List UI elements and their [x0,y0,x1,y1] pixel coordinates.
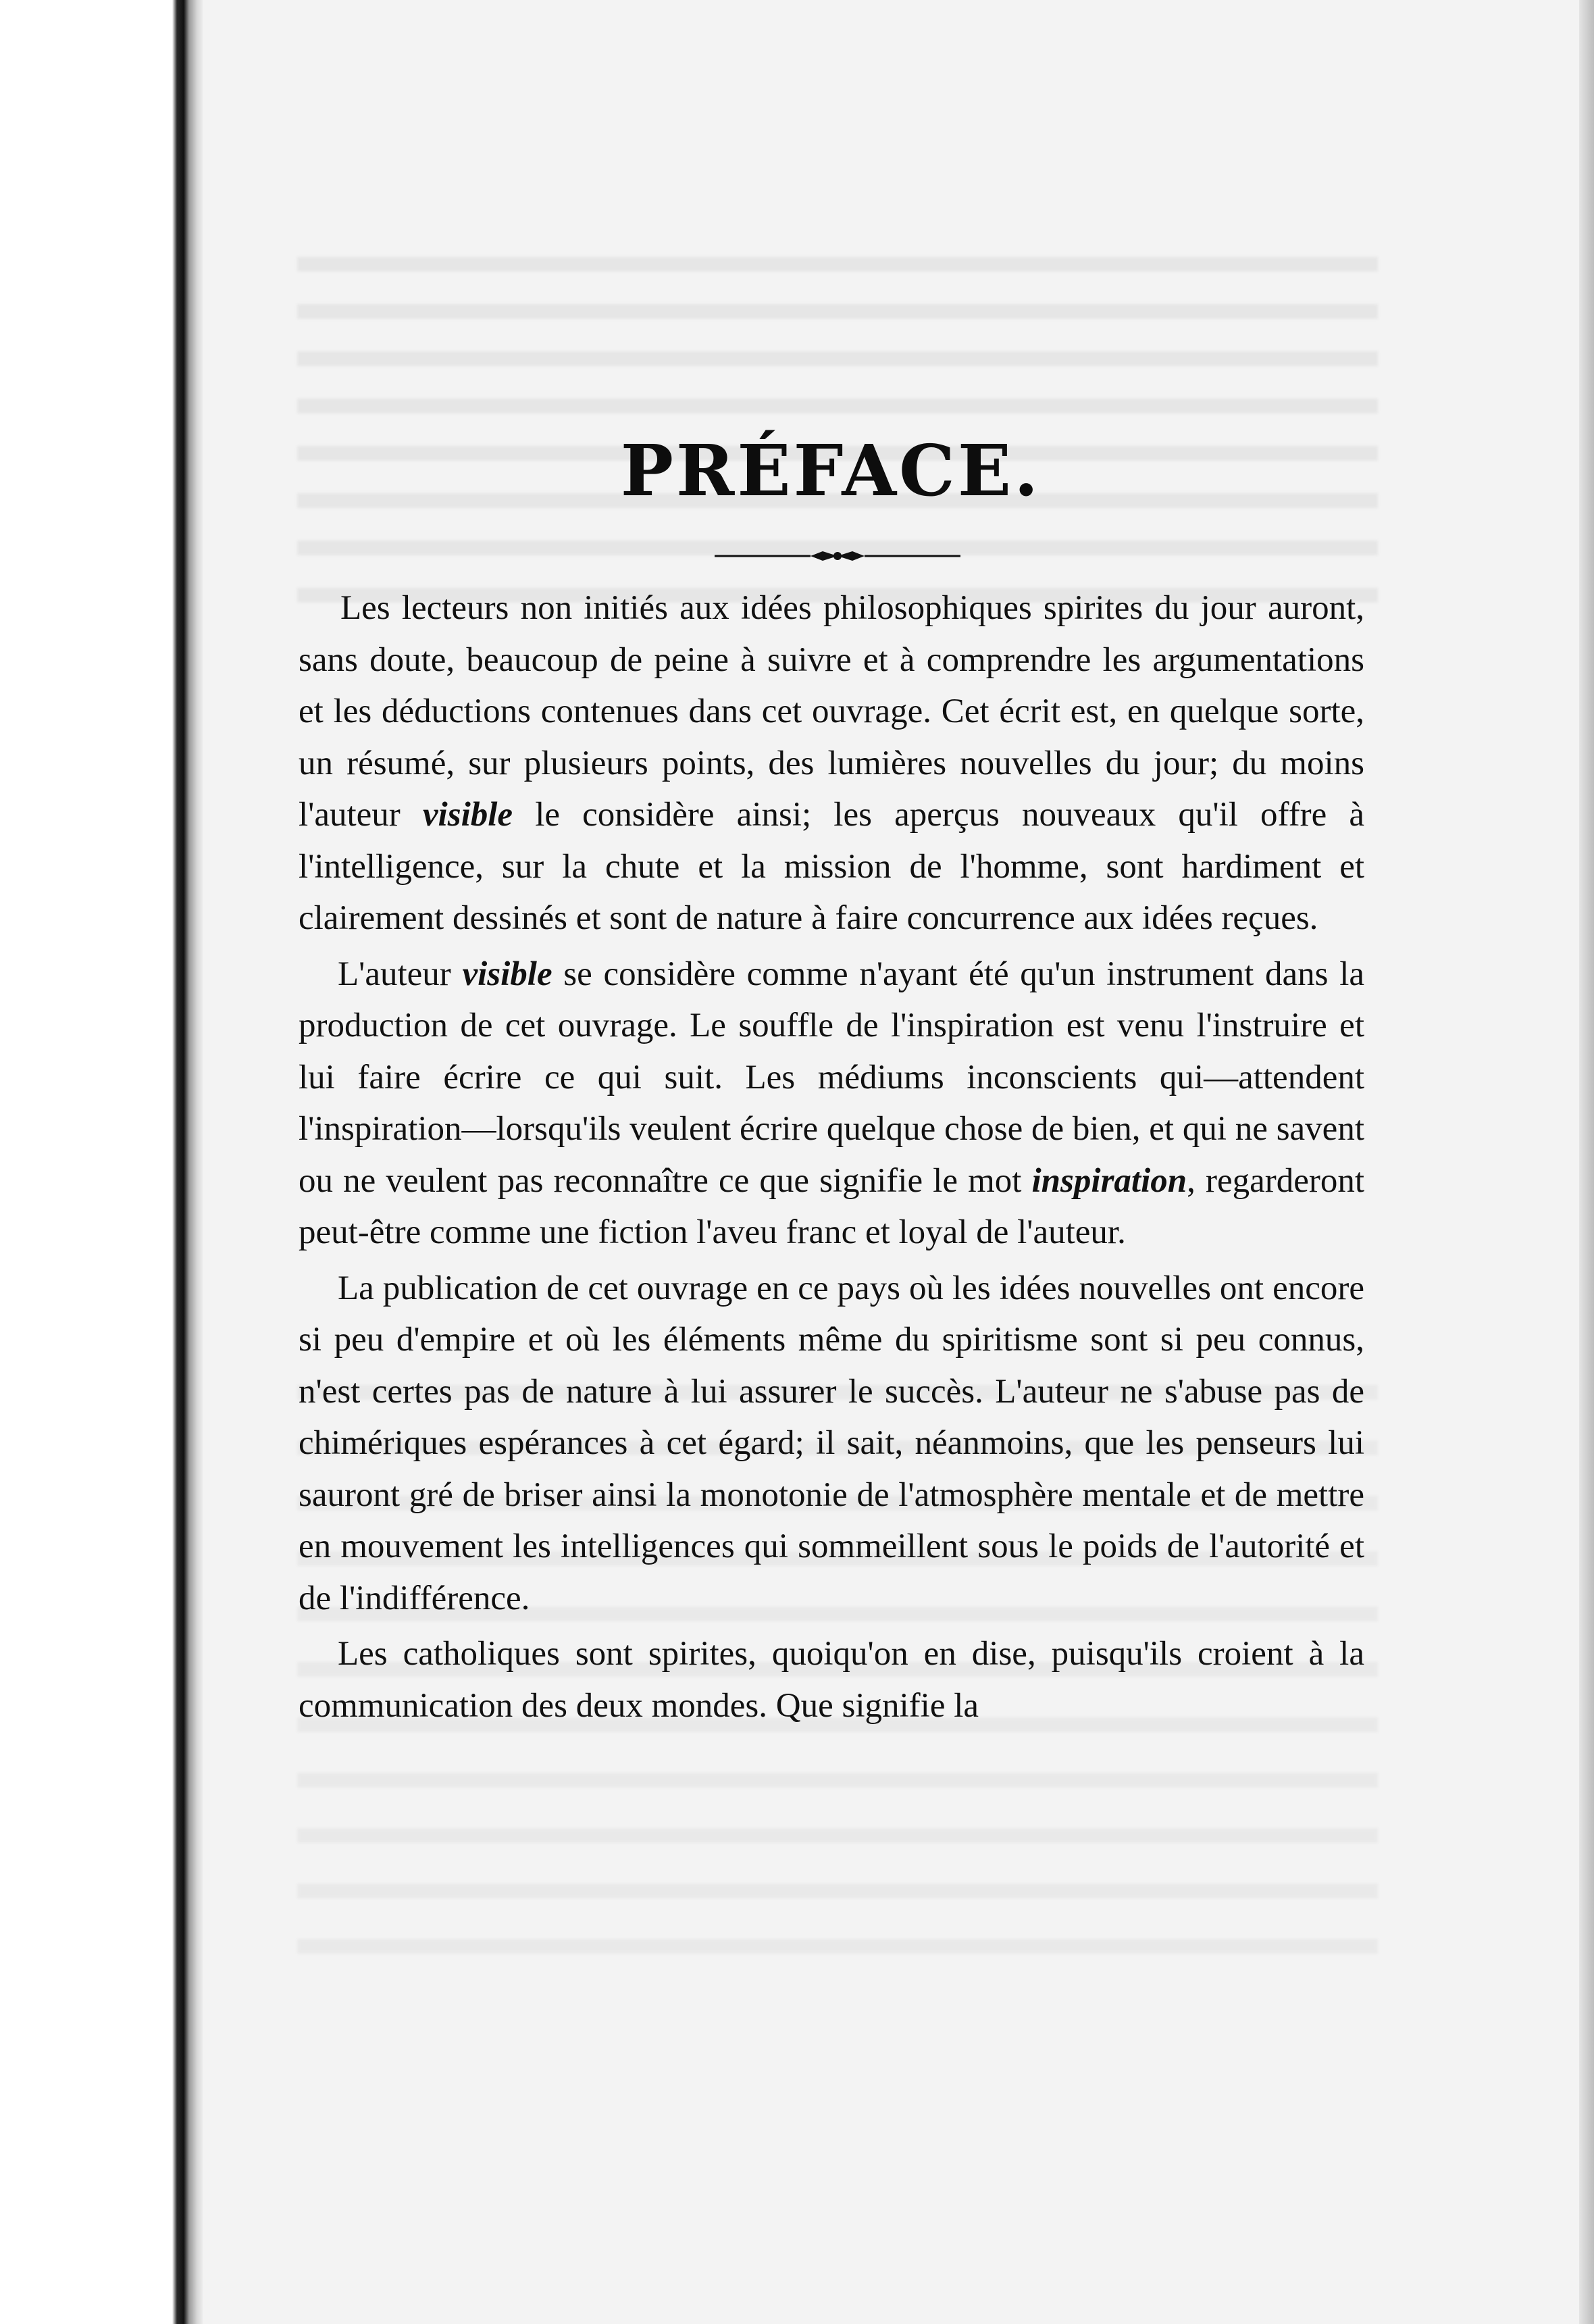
preface-text [299,582,1364,1736]
paragraph-1-text-a: Les lecteurs non initiés aux idées philosophiques spirites du jour auront, sans doute, beaucoup de peine à suivre et à comprendre les argumentations et les déductions contenues dans cet ouvrage. Cet écrit est, en quelque sorte, un résumé, sur plusieurs points, des lumières nouvelles du jour; du moins l'auteur [299,589,1364,834]
paragraph-2-emphasis-inspiration: inspiration [1031,1161,1187,1200]
paragraph-2-emphasis-visible: visible [462,955,552,993]
ornament-divider [709,546,966,566]
paragraph-1-text-b: le considère ainsi; les aperçus nouveaux qu'il offre à l'intelligence, sur la chute et la mission de l'homme, sont hardiment et clairement dessinés et sont de nature à faire concurrence aux idées reçues. [299,796,1364,937]
paragraph-1 [299,582,1364,944]
paragraph-1-emphasis: visible [422,796,513,834]
paragraph-4-text: Les catholiques sont spirites, quoiqu'on en dise, puisqu'ils croient à la communication des deux mondes. Que signifie la [299,1635,1364,1725]
page-binding-edge [0,0,203,2324]
page-right-edge [1579,0,1594,2324]
paragraph-2-text-c: , regarderont peut-être comme une fiction l'aveu franc et loyal de l'auteur. [299,1161,1364,1251]
paragraph-3 [299,1263,1364,1625]
paragraph-3-text: La publication de cet ouvrage en ce pays où les idées nouvelles ont encore si peu d'empire et où les éléments même du spiritisme sont si peu connus, n'est certes pas de nature à lui assurer le succès. L'auteur ne s'abuse pas de chimériques espérances à cet égard; il sait, néanmoins, que les penseurs lui sauront gré de briser ainsi la monotonie de l'atmosphère mentale et de mettre en mouvement les intelligences qui sommeillent sous le poids de l'autorité et de l'indifférence. [299,1269,1364,1617]
paragraph-4 [299,1628,1364,1732]
page-title: PRÉFACE. [620,429,1042,512]
paragraph-2 [299,949,1364,1259]
paragraph-2-text-b: se considère comme n'ayant été qu'un instrument dans la production de cet ouvrage. Le souffle de l'inspiration est venu l'instruire et lui faire écrire ce qui suit. Les médiums inconscients qui—attendent l'inspiration—lorsqu'ils veulent écrire quelque chose de bien, et qui ne savent ou ne veulent pas reconnaître ce que signifie le mot [299,955,1364,1200]
paragraph-2-text-a: L'auteur [338,955,463,993]
